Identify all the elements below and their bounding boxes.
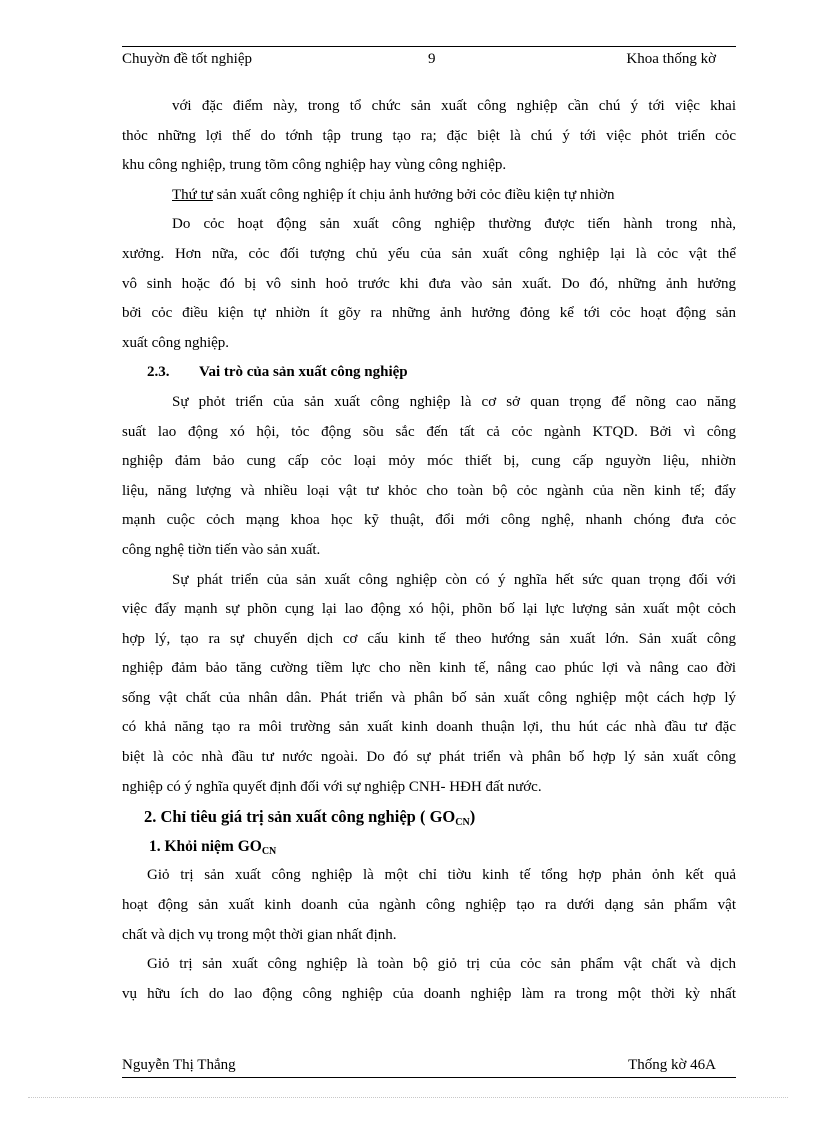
section-heading-2-3	[122, 358, 736, 388]
text-line: Sự phỏt triển của sản xuất công nghiệp là cơ sở quan trọng để nõng cao năng	[172, 393, 736, 410]
heading-text: 1. Khỏi niệm GO	[149, 837, 262, 855]
text-line: nghiệp đảm bảo cung cấp cỏc loại mỏy móc thiết bị, cung cấp nguyờn liệu, nhiờn	[122, 453, 736, 470]
text-line: suất lao động xó hội, tỏc động sõu sắc đến tất cả cỏc ngành KTQD. Bởi vì công	[122, 423, 736, 440]
text-line: việc đẩy mạnh sự phõn cụng lại lao động xó hội, phõn bố lại lực lượng sản xuất một cỏch	[122, 601, 736, 618]
text-line: liệu, năng lượng và nhiều loại vật tư khỏc cho toàn bộ cỏc ngành của nền kinh tế; đẩy	[122, 482, 736, 499]
page-footer	[122, 1055, 736, 1078]
page-header	[122, 46, 736, 71]
text-line: xưởng. Hơn nữa, cỏc đối tượng chủ yếu của sản xuất công nghiệp lại là cỏc vật thể	[122, 245, 736, 262]
section-number: 2.3.	[147, 364, 170, 381]
text-line: khu công nghiệp, trung tõm công nghiệp hay vùng công nghiệp.	[122, 157, 507, 174]
heading-close: )	[469, 807, 476, 827]
chapter-heading	[122, 802, 736, 832]
text-line: bởi cỏc điều kiện tự nhiờn ít gõy ra những ảnh hưởng đỏng kể tới cỏc hoạt động sản	[122, 305, 736, 322]
text-line: hợp lý, tạo ra sự chuyển dịch cơ cấu kinh tế theo hướng sản xuất lớn. Sản xuất công	[122, 630, 736, 647]
text-line: vụ hữu ích do lao động công nghiệp của doanh nghiệp làm ra trong một thời kỳ nhất	[122, 985, 736, 1002]
page-break-divider	[28, 1097, 788, 1098]
text-line: công nghệ tiờn tiến vào sản xuất.	[122, 541, 321, 558]
text-line: vô sinh hoặc đó bị vô sinh hoỏ trước khi đưa vào sản xuất. Do đó, những ảnh hưởng	[122, 275, 736, 292]
footer-class: Thống kờ 46A	[628, 1057, 716, 1073]
text-line: xuất công nghiệp.	[122, 334, 230, 351]
page-body	[122, 92, 736, 1009]
text-line: hoạt động sản xuất kinh doanh của ngành công nghiệp tạo ra dưới dạng sản phẩm vật	[122, 897, 736, 914]
heading-text: 2. Chỉ tiêu giá trị sản xuất công nghiệp ( GO	[144, 807, 456, 827]
text-line: Sự phát triển của sản xuất công nghiệp còn có ý nghĩa hết sức quan trọng đối với	[172, 571, 736, 588]
fourth-point-text: sản xuất công nghiệp ít chịu ảnh hưởng bởi cỏc điều kiện tự nhiờn	[212, 186, 615, 203]
text-line: với đặc điểm này, trong tổ chức sản xuất công nghiệp cần chú ý tới việc khai	[172, 98, 736, 114]
fourth-point-line	[122, 181, 736, 211]
header-faculty: Khoa thống kờ	[626, 51, 716, 67]
subsection-heading	[122, 832, 736, 862]
footer-author: Nguyễn Thị Thắng	[122, 1057, 236, 1073]
header-document-title: Chuyờn đề tốt nghiệp	[122, 51, 253, 67]
text-line: thỏc những lợi thế do tớnh tập trung tạo ra; đặc biệt là chú ý tới việc phỏt triển cỏc	[122, 127, 736, 144]
text-line: có khả năng tạo ra môi trường sản xuất kinh doanh thuận lợi, thu hút các nhà đầu tư đặc	[122, 719, 736, 736]
text-line: nghiệp đảm bảo tăng cường tiềm lực cho nền kinh tế, nâng cao phúc lợi và nâng cao đời	[122, 660, 736, 677]
text-line: Giỏ trị sản xuất công nghiệp là toàn bộ giỏ trị của cỏc sản phẩm vật chất và dịch	[147, 956, 736, 973]
text-line: chất và dịch vụ trong một thời gian nhất định.	[122, 926, 397, 943]
section-title: Vai trò của sản xuất công nghiệp	[199, 364, 408, 381]
text-line: mạnh cuộc cỏch mạng khoa học kỹ thuật, đổi mới công nghệ, nhanh chóng đưa cỏc	[122, 512, 736, 529]
text-line: Giỏ trị sản xuất công nghiệp là một chỉ tiờu kinh tế tổng hợp phản ỏnh kết quả	[147, 867, 736, 884]
text-line: nghiệp có ý nghĩa quyết định đối với sự nghiệp CNH- HĐH đất nước.	[122, 778, 542, 795]
header-page-number: 9	[428, 51, 436, 67]
text-line: Do cỏc hoạt động sản xuất công nghiệp thường được tiến hành trong nhà,	[172, 216, 736, 233]
heading-subscript: CN	[261, 845, 277, 857]
text-line: sống vật chất của nhân dân. Phát triển và phân bố sản xuất công nghiệp một cách hợp lý	[122, 689, 736, 706]
text-line: biệt là cỏc nhà đầu tư nước ngoài. Do đó sự phát triển và phân bố hợp lý sản xuất công	[122, 749, 736, 766]
heading-subscript: CN	[455, 817, 470, 829]
fourth-point-label: Thứ tư	[172, 186, 213, 203]
